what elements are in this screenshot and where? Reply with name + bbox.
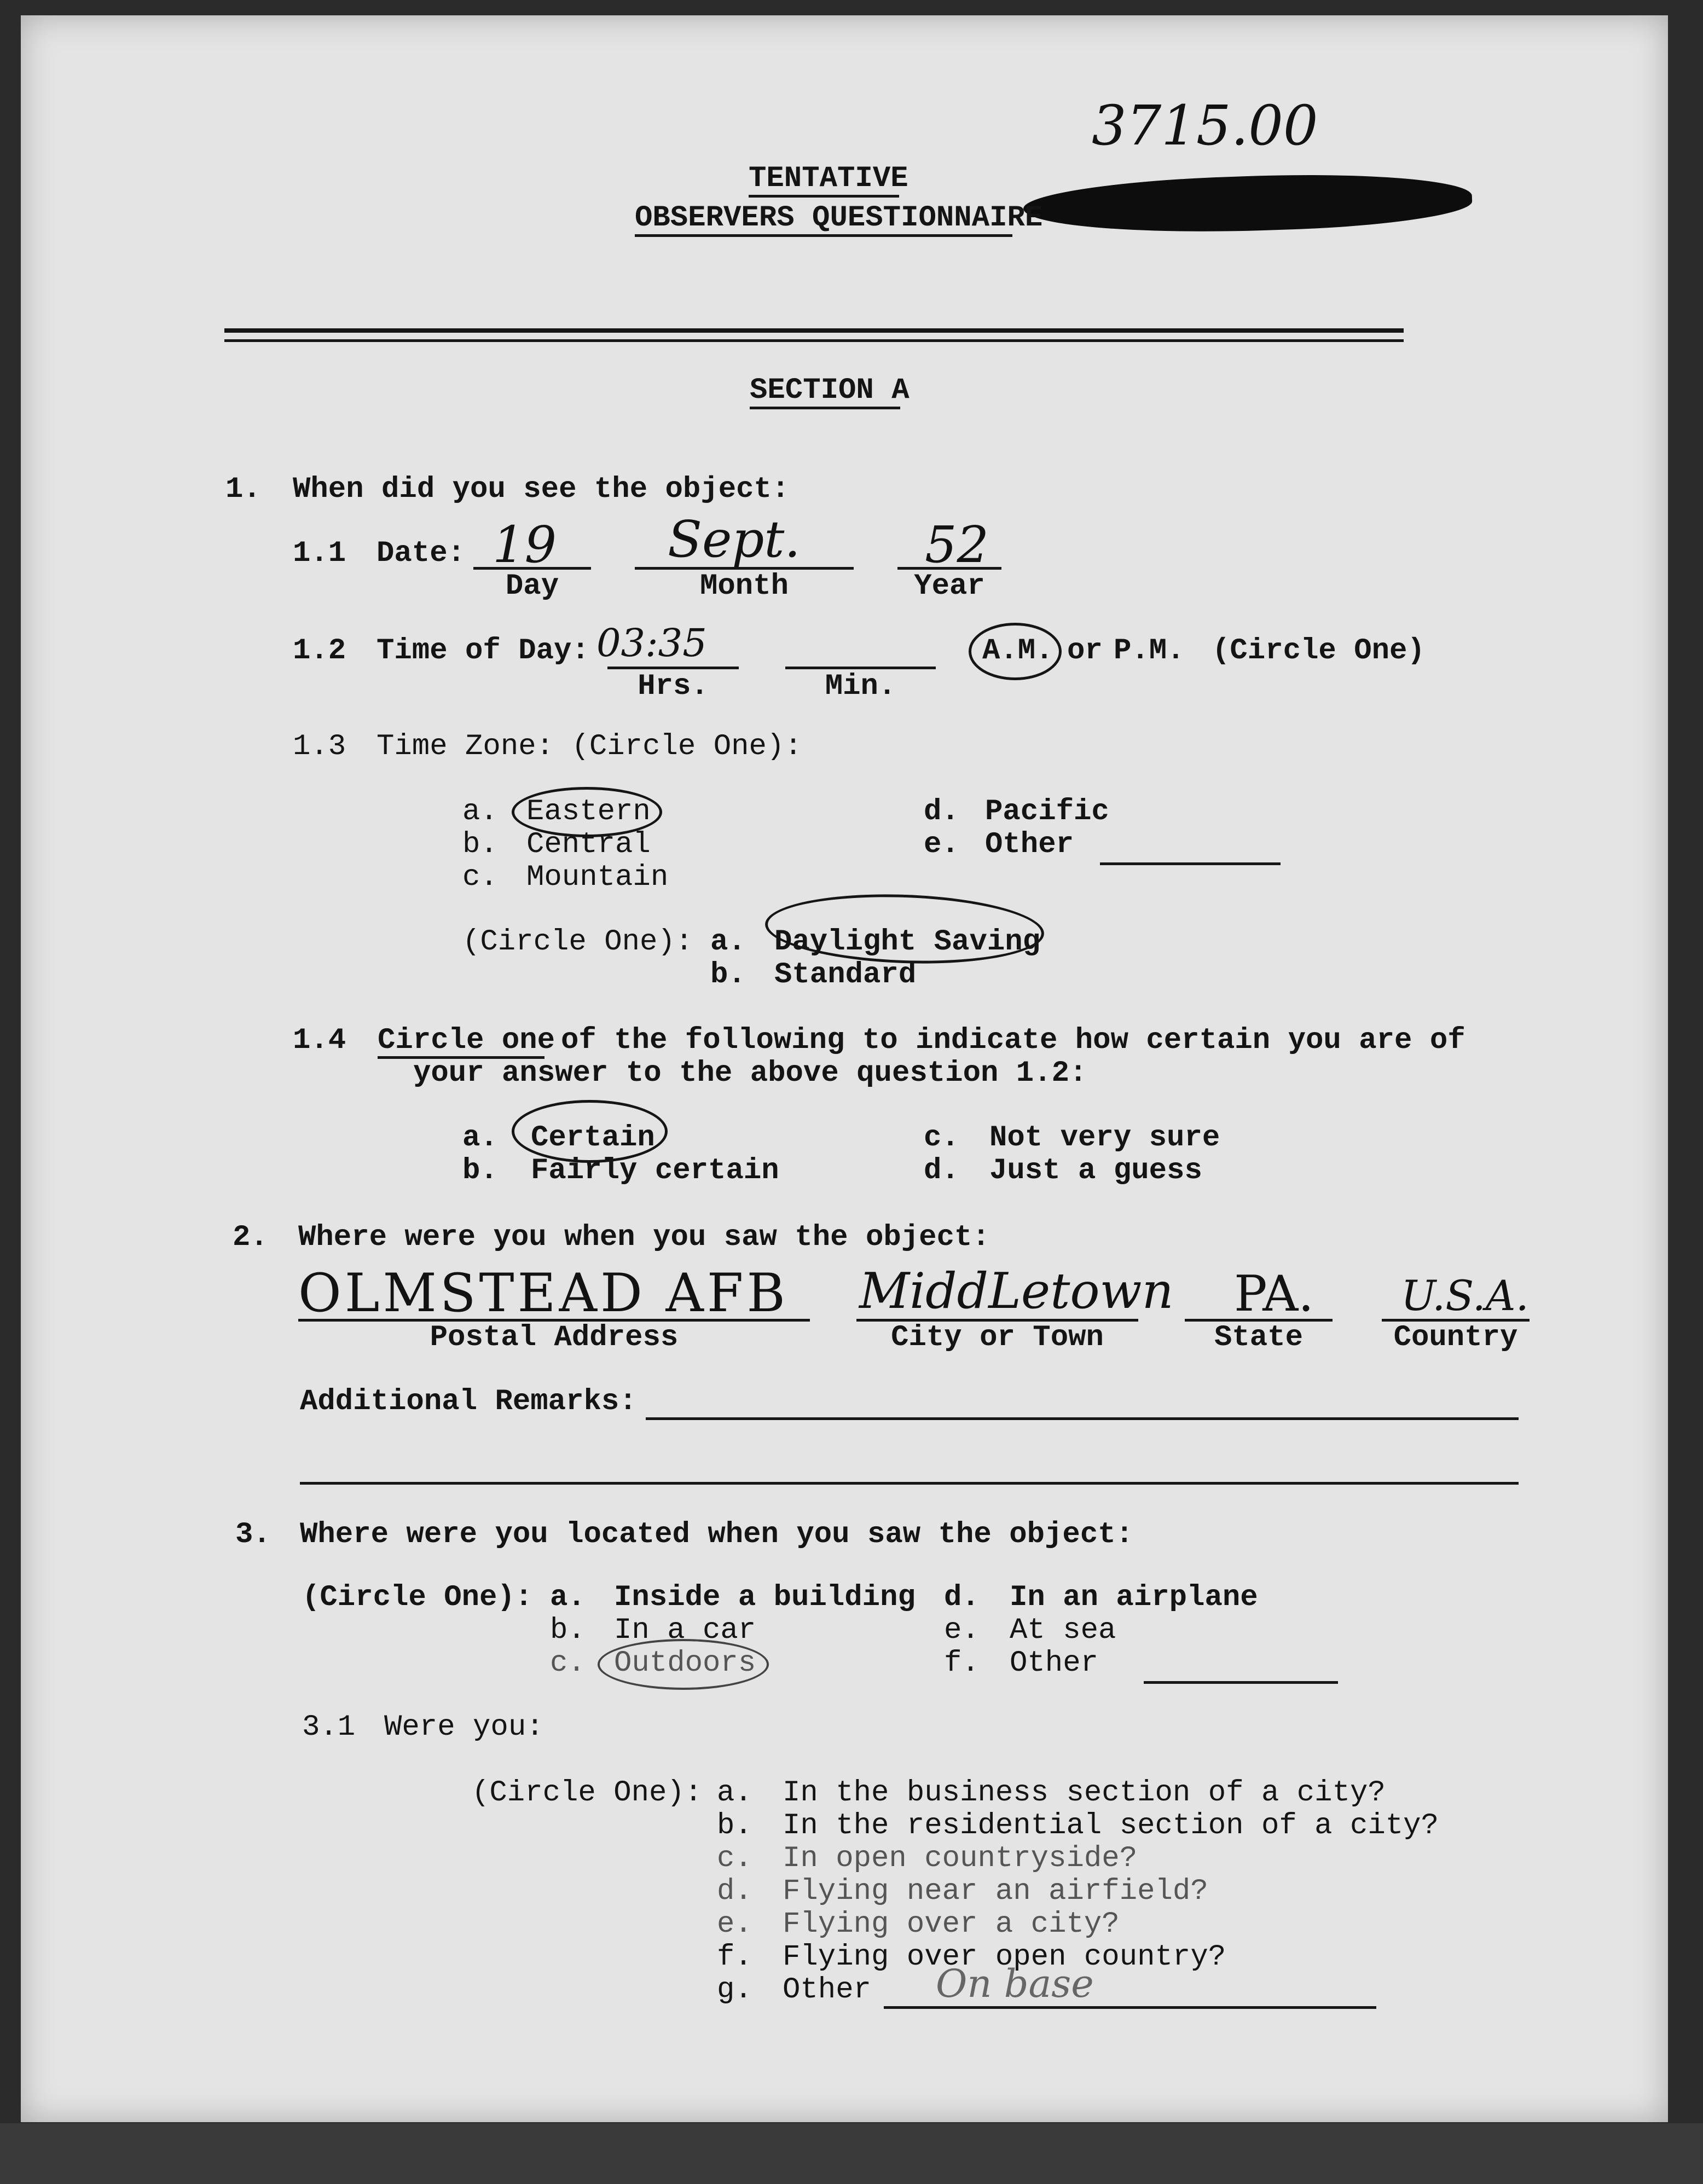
q31-other-line bbox=[884, 2006, 1376, 2009]
q3-circle-one: (Circle One): bbox=[302, 1581, 533, 1614]
q2-text: Where were you when you saw the object: bbox=[298, 1221, 990, 1254]
q31-b-option[interactable]: In the residential section of a city? bbox=[783, 1809, 1439, 1843]
cert-fairly-option[interactable]: Fairly certain bbox=[531, 1154, 779, 1187]
date-year-value: 52 bbox=[925, 515, 989, 574]
q11-label: Date: bbox=[376, 537, 466, 570]
q31-d-letter: d. bbox=[717, 1875, 752, 1908]
city-label: City or Town bbox=[891, 1321, 1104, 1354]
cert-notsure-option[interactable]: Not very sure bbox=[989, 1121, 1220, 1155]
time-am-option[interactable]: A.M. bbox=[982, 634, 1053, 668]
date-day-label: Day bbox=[505, 570, 559, 603]
section-underline bbox=[750, 407, 900, 409]
city-value: MiddLetown bbox=[859, 1262, 1174, 1320]
header-tentative: TENTATIVE bbox=[749, 162, 908, 195]
section-title: SECTION A bbox=[750, 374, 910, 407]
q3-number: 3. bbox=[235, 1518, 271, 1551]
q31-g-letter: g. bbox=[717, 1973, 752, 2007]
scan-border bbox=[0, 2123, 1703, 2184]
time-am-circle bbox=[969, 623, 1062, 680]
q31-f-option[interactable]: Flying over open country? bbox=[783, 1940, 1226, 1974]
cert-a-letter: a. bbox=[462, 1121, 498, 1155]
tz-c-letter: c. bbox=[462, 861, 498, 894]
q31-other-value: On base bbox=[936, 1961, 1094, 2006]
cert-d-letter: d. bbox=[924, 1154, 959, 1187]
header-rule-bottom bbox=[224, 339, 1404, 342]
q31-label: Were you: bbox=[384, 1711, 544, 1744]
cert-certain-option[interactable]: Certain bbox=[531, 1121, 655, 1155]
q14-number: 1.4 bbox=[293, 1024, 346, 1057]
q1-text: When did you see the object: bbox=[293, 473, 790, 506]
tz-d-letter: d. bbox=[924, 795, 959, 829]
tz-e-letter: e. bbox=[924, 828, 959, 861]
loc-building-option[interactable]: Inside a building bbox=[614, 1581, 916, 1614]
loc-f-letter: f. bbox=[944, 1647, 980, 1680]
q13-label: Time Zone: (Circle One): bbox=[376, 730, 802, 763]
q31-number: 3.1 bbox=[302, 1711, 356, 1744]
country-label: Country bbox=[1393, 1321, 1518, 1354]
date-year-label: Year bbox=[914, 570, 985, 603]
tz-b-letter: b. bbox=[462, 828, 498, 861]
loc-outdoors-option[interactable]: Outdoors bbox=[614, 1647, 756, 1680]
header-title: OBSERVERS QUESTIONNAIRE bbox=[635, 201, 1043, 235]
file-number: 3715.00 bbox=[1092, 94, 1318, 158]
cert-guess-option[interactable]: Just a guess bbox=[989, 1154, 1202, 1187]
loc-a-letter: a. bbox=[550, 1581, 586, 1614]
state-value: PA. bbox=[1234, 1265, 1314, 1323]
cert-b-letter: b. bbox=[462, 1154, 498, 1187]
loc-car-option[interactable]: In a car bbox=[614, 1614, 756, 1647]
q14-text-1: of the following to indicate how certain you are of bbox=[561, 1024, 1465, 1057]
q31-e-option[interactable]: Flying over a city? bbox=[783, 1908, 1120, 1941]
q31-b-letter: b. bbox=[717, 1809, 752, 1843]
q31-circle-one: (Circle One): bbox=[472, 1776, 703, 1810]
time-or: or bbox=[1067, 634, 1103, 668]
postal-address-value: OLMSTEAD AFB bbox=[298, 1262, 789, 1324]
q31-g-option[interactable]: Other bbox=[783, 1973, 872, 2007]
tz-a-letter: a. bbox=[462, 795, 498, 829]
date-month-value: Sept. bbox=[668, 510, 801, 569]
time-hrs-label: Hrs. bbox=[638, 670, 709, 703]
date-day-value: 19 bbox=[493, 515, 557, 574]
q12-number: 1.2 bbox=[293, 634, 346, 668]
q2-number: 2. bbox=[233, 1221, 268, 1254]
q13-number: 1.3 bbox=[293, 730, 346, 763]
country-value: U.S.A. bbox=[1401, 1271, 1529, 1320]
loc-other-line bbox=[1144, 1681, 1338, 1684]
dst-a-letter: a. bbox=[710, 925, 746, 959]
header-rule-top bbox=[224, 328, 1404, 333]
cert-certain-circle bbox=[512, 1100, 668, 1163]
loc-outdoors-circle bbox=[598, 1639, 769, 1690]
remarks-line-2[interactable] bbox=[300, 1482, 1519, 1485]
time-hrs-value: 03:35 bbox=[596, 621, 707, 665]
q31-d-option[interactable]: Flying near an airfield? bbox=[783, 1875, 1208, 1908]
loc-d-letter: d. bbox=[944, 1581, 980, 1614]
time-min-line bbox=[785, 667, 936, 669]
header-underline-2 bbox=[635, 234, 1012, 237]
loc-e-letter: e. bbox=[944, 1614, 980, 1647]
tz-other-line bbox=[1100, 862, 1281, 865]
q12-label: Time of Day: bbox=[376, 634, 589, 668]
time-circle-note: (Circle One) bbox=[1212, 634, 1425, 668]
q1-number: 1. bbox=[225, 473, 261, 506]
q31-a-option[interactable]: In the business section of a city? bbox=[783, 1776, 1386, 1810]
dst-circle-one: (Circle One): bbox=[462, 925, 693, 959]
state-label: State bbox=[1214, 1321, 1304, 1354]
q3-text: Where were you located when you saw the object: bbox=[300, 1518, 1134, 1551]
cert-c-letter: c. bbox=[924, 1121, 959, 1155]
tz-eastern-option[interactable]: Eastern bbox=[526, 795, 651, 829]
q31-c-letter: c. bbox=[717, 1842, 752, 1875]
postal-address-label: Postal Address bbox=[430, 1321, 679, 1354]
loc-sea-option[interactable]: At sea bbox=[1010, 1614, 1116, 1647]
tz-central-option[interactable]: Central bbox=[526, 828, 651, 861]
q31-c-option[interactable]: In open countryside? bbox=[783, 1842, 1138, 1875]
q31-a-letter: a. bbox=[717, 1776, 752, 1810]
tz-pacific-option[interactable]: Pacific bbox=[985, 795, 1109, 829]
remarks-label: Additional Remarks: bbox=[300, 1385, 637, 1418]
tz-other-option[interactable]: Other bbox=[985, 828, 1074, 861]
time-pm-option[interactable]: P.M. bbox=[1114, 634, 1185, 668]
dst-daylight-option[interactable]: Daylight Saving bbox=[774, 925, 1041, 959]
q14-text-circle-one: Circle one bbox=[378, 1024, 555, 1057]
time-min-label: Min. bbox=[825, 670, 896, 703]
date-month-label: Month bbox=[699, 570, 789, 603]
dst-standard-option[interactable]: Standard bbox=[774, 958, 917, 992]
q31-f-letter: f. bbox=[717, 1940, 752, 1974]
remarks-line-1[interactable] bbox=[646, 1417, 1519, 1420]
time-hrs-line bbox=[607, 667, 739, 669]
loc-c-letter: c. bbox=[550, 1647, 586, 1680]
q14-text-2: your answer to the above question 1.2: bbox=[413, 1057, 1087, 1090]
loc-b-letter: b. bbox=[550, 1614, 586, 1647]
q11-number: 1.1 bbox=[293, 537, 346, 570]
header-underline-1 bbox=[749, 195, 899, 198]
q31-e-letter: e. bbox=[717, 1908, 752, 1941]
loc-other-option[interactable]: Other bbox=[1010, 1647, 1099, 1680]
tz-mountain-option[interactable]: Mountain bbox=[526, 861, 669, 894]
loc-airplane-option[interactable]: In an airplane bbox=[1010, 1581, 1258, 1614]
dst-b-letter: b. bbox=[710, 958, 746, 992]
